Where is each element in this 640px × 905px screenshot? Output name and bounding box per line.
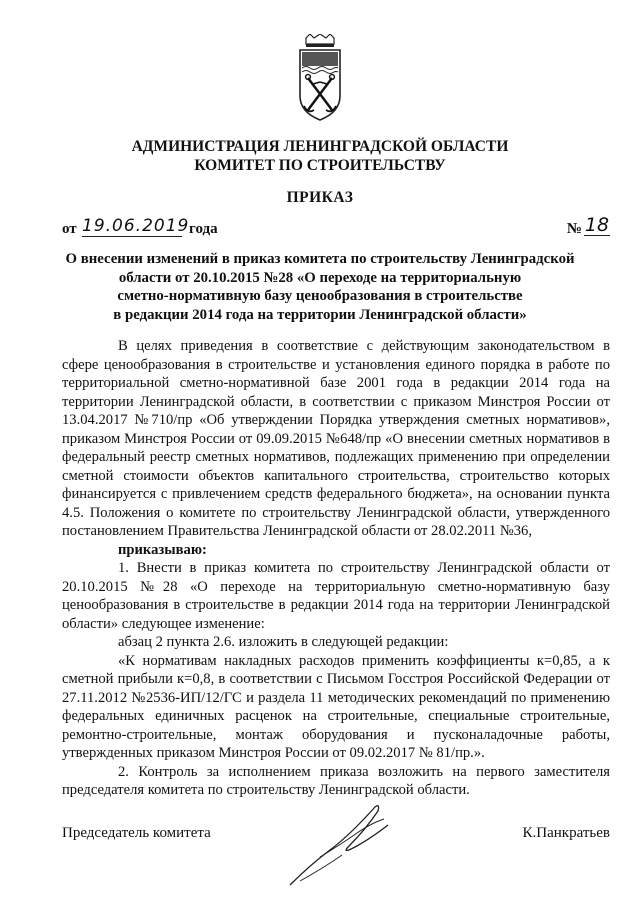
item-1-subparagraph: абзац 2 пункта 2.6. изложить в следующей редакции: [118,634,449,650]
date-prefix: от [62,221,77,237]
document-type-title: ПРИКАЗ [286,189,354,206]
subject-line: О внесении изменений в приказ комитета по строительству Ленинградской [65,251,575,267]
handwritten-date: 19.06.2019 [82,216,190,236]
order-body [62,337,610,800]
date-suffix: года [189,221,218,237]
subject-line: в редакции 2014 года на территории Ленинградской области» [113,306,527,323]
subject-line: области от 20.10.2015 №28 «О переходе на территориальную [118,269,522,286]
number-label: № [566,221,582,237]
organization-name: АДМИНИСТРАЦИЯ ЛЕНИНГРАДСКОЙ ОБЛАСТИ [131,138,509,155]
signatory-position: Председатель комитета [62,825,211,841]
subject-line: сметно-нормативную базу ценообразования в строительстве [117,288,523,304]
handwritten-signature [280,795,400,890]
date-number-line [62,214,610,243]
item-1-quote-paragraph: «К нормативам накладных расходов применить коэффициенты к=0,85, а к сметной прибыли к=0,8, в соответствии с Письмом Госстроя Российской Федерации от 27.11.2012 №2536-ИП/12/ГС и раздела 11 методических рекомендаций по применению федеральных единичных расценок на строительные, специальные строительные, ремонтно-строительные, монтаж оборудования и пусконаладочные работы, утвержденных приказом Минстроя России от 09.02.2017 № 81/пр.». [62,652,610,761]
coat-of-arms-icon [296,34,344,130]
signatory-name: К.Панкратьев [522,825,610,841]
preamble-paragraph: В целях приведения в соответствие с действующим законодательством в сфере ценообразования в строительстве и установления единого порядка в работе по территориальной сметно-нормативной базе 2001 года в редакции 2014 года на территории Ленинградской области, в соответствии с приказом Минстроя России от 13.04.2017 №710/пр «Об утверждении Порядка утверждения сметных нормативов», приказом Минстроя России от 09.09.2015 №648/пр «О внесении сметных нормативов в федеральный реестр сметных нормативов, подлежащих применению при определении сметной стоимости объектов капитального строительства, строительство которых финансируется с привлечением средств федерального бюджета», на основании пункта 4.5. Положения о комитете по строительству Ленинградской области, утвержденного постановлением Правительства Ленинградской области от 28.02.2011 №36, [62,338,610,539]
item-2-paragraph: 2. Контроль за исполнением приказа возложить на первого заместителя председателя комитета по строительству Ленинградской области. [62,763,610,798]
order-subject [60,250,580,324]
order-word: приказываю: [118,541,207,558]
committee-name: КОМИТЕТ ПО СТРОИТЕЛЬСТВУ [194,157,446,174]
item-1-paragraph: 1. Внести в приказ комитета по строительству Ленинградской области от 20.10.2015 №28 «О переходе на территориальную сметно-нормативную базу ценообразования в строительстве в редакции 2014 года на территории Ленинградской области» следующее изменение: [62,560,610,632]
handwritten-number: 18 [584,214,610,236]
